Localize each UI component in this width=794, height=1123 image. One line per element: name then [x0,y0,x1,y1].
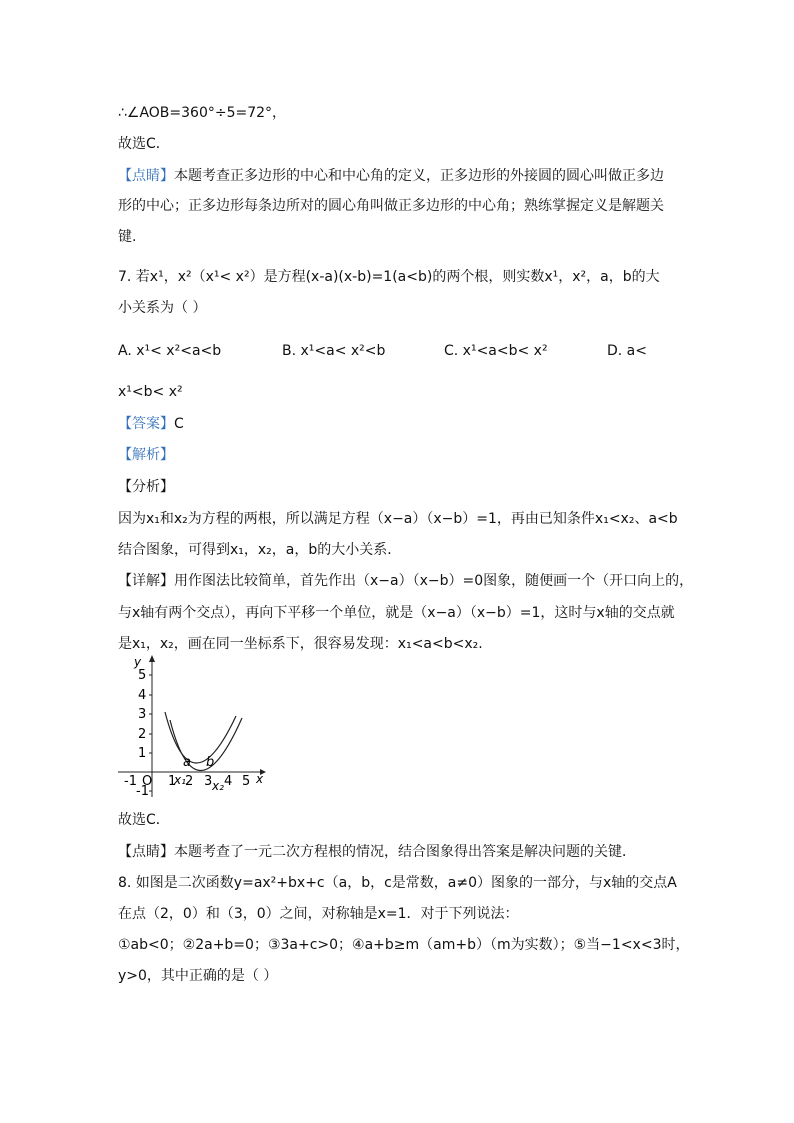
text-line: y>0，其中正确的是（ ） [118,968,278,984]
text: 本题考查正多边形的中心和中心角的定义，正多边形的外接圆的圆心叫做正多边 [174,168,664,184]
tag-dianjing: 【点睛】 [118,844,174,860]
text-line: 故选C． [118,812,170,828]
label-x2: x₂ [212,779,224,793]
option-a: A. x¹< x²<a<b [118,343,222,359]
y-tick-label: -1 [136,784,149,799]
text-line: 因为x₁和x₂为方程的两根，所以满足方程（x−a）（x−b）=1，再由已知条件x₁<x₂、a<b [118,511,678,527]
text-line: 是x₁，x₂，画在同一坐标系下，很容易发现：x₁<a<b<x₂. [118,636,483,652]
tag-answer: 【答案】 [118,416,174,432]
parabola-graph [112,652,272,802]
text-line: 故选C． [118,136,170,152]
y-axis-arrow [149,655,155,662]
x-tick-label: 3 [204,774,213,789]
text-line [118,166,664,186]
x-tick-label: O [142,774,153,789]
question-7-cont: 小关系为（ ） [118,300,207,316]
x-axis-label: x [256,772,264,786]
tag-analysis: 【解析】 [118,447,174,463]
option-b: B. x¹<a< x²<b [282,343,386,359]
text-line: 与x轴有两个交点），再向下平移一个单位，就是（x−a）（x−b）=1，这时与x轴的交点就 [118,605,675,621]
y-tick-label: 4 [138,688,147,703]
text-line [118,842,636,862]
text-line [118,571,693,591]
tag-detail: 【详解】 [118,573,174,589]
y-tick-label: 3 [138,707,147,722]
text-line: ∴∠AOB=360°÷5=72°， [118,105,287,121]
text-line: 结合图象，可得到x₁，x₂，a，b的大小关系． [118,542,402,558]
option-d: D. a< [607,343,647,359]
question-7: 7. 若x¹，x²（x¹< x²）是方程(x-a)(x-b)=1(a<b)的两个根，则实数x¹，x²，a，b的大 [118,269,660,285]
answer-value: C [174,416,184,432]
option-d-cont: x¹<b< x² [118,384,183,400]
x-tick-label: 4 [224,774,233,789]
y-tick-label: 5 [138,668,147,683]
label-b: b [206,755,215,770]
text: 用作图法比较简单，首先作出（x−a）（x−b）=0图象，随便画一个（开口向上的， [174,573,694,589]
y-axis-label: y [134,655,142,669]
y-tick-label: 2 [138,727,147,742]
label-x1: x₁ [174,773,186,787]
label-a: a [183,755,191,770]
tag-dianjing: 【点睛】 [118,168,174,184]
text-line: ①ab<0；②2a+b=0；③3a+c>0；④a+b≥m（am+b）（m为实数）；⑤当−1<x<3时， [118,937,690,953]
tag-fenxi: 【分析】 [118,479,174,495]
x-tick-label: 5 [242,774,251,789]
option-c: C. x¹<a<b< x² [444,343,548,359]
text-line: 形的中心；正多边形每条边所对的圆心角叫做正多边形的中心角；熟练掌握定义是解题关 [118,198,664,214]
question-8: 8. 如图是二次函数y=ax²+bx+c（a，b，c是常数，a≠0）图象的一部分，与x轴的交点A [118,875,677,891]
text: 本题考查了一元二次方程根的情况，结合图象得出答案是解决问题的关键． [174,844,636,860]
x-tick-label: 2 [185,774,194,789]
answer-line [118,414,184,434]
text-line: 键. [118,229,137,245]
text-line: 在点（2，0）和（3，0）之间，对称轴是x=1．对于下列说法： [118,906,519,922]
x-tick-label: 1 [168,774,177,789]
x-tick-label: -1 [124,774,137,789]
y-tick-label: 1 [138,746,147,761]
